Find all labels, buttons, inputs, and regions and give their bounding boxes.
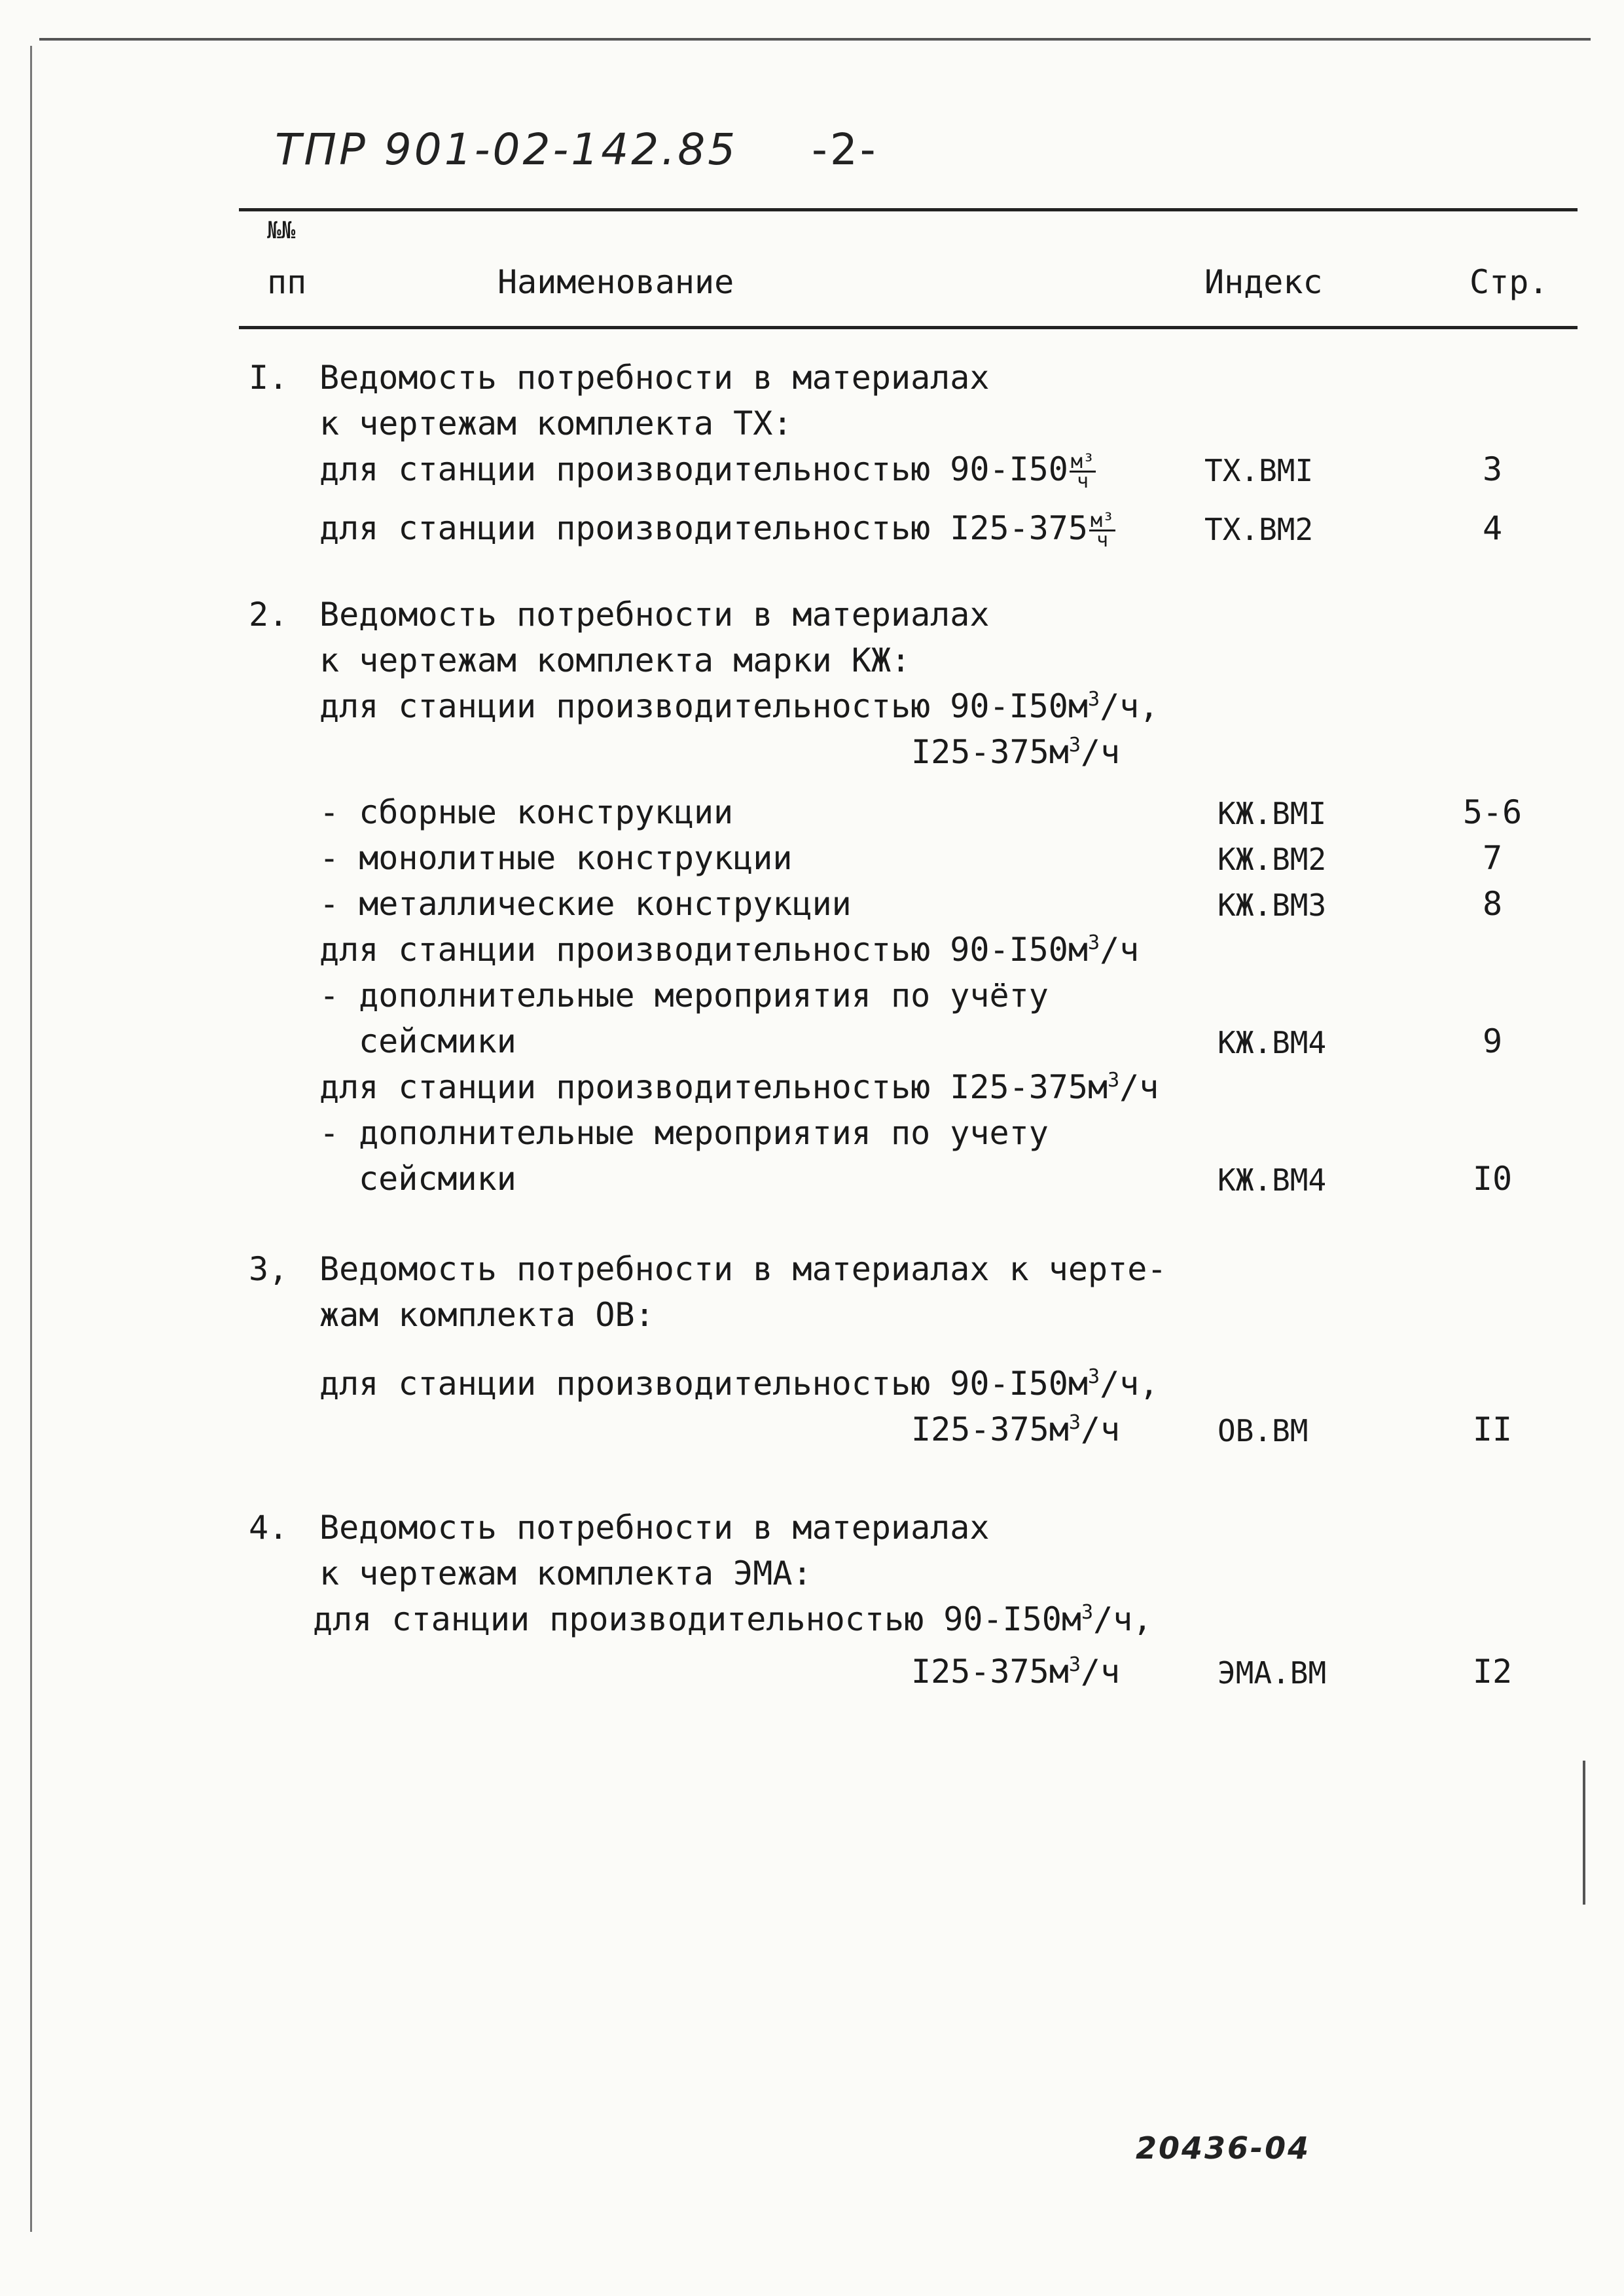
section-3-title-line3: для станции производительностью $90-I50м^3/ч$, — [319, 1365, 1159, 1403]
section-2-sub-1-item-line2: сейсмики — [359, 1022, 516, 1060]
section-2-item-1-page: 5-6 — [1462, 793, 1523, 831]
table-top-rule — [239, 208, 1578, 211]
section-1-number: I. — [249, 359, 289, 397]
section-4-title-line4: $I25-375м^3/ч$ — [911, 1653, 1121, 1691]
col-index-header: Индекс — [1204, 263, 1323, 301]
section-2-sub-2-page: I0 — [1472, 1160, 1513, 1198]
section-3-number: 3, — [249, 1250, 289, 1288]
section-3-title-line4: $I25-375м^3/ч$ — [911, 1410, 1121, 1448]
col-name-header: Наименование — [497, 263, 734, 301]
section-1-title-line1: Ведомость потребности в материалах — [319, 359, 990, 397]
top-border-line — [39, 38, 1591, 41]
section-2-sub-1-item-line1: - дополнительные мероприятия по учёту — [319, 977, 1049, 1014]
section-2-sub-2-index: КЖ.ВМ4 — [1218, 1162, 1327, 1198]
section-4-number: 4. — [249, 1509, 289, 1547]
col-page-header: Стр. — [1470, 263, 1549, 301]
page-number: -2- — [812, 124, 878, 175]
section-1-row-2-index: ТХ.ВМ2 — [1204, 512, 1314, 547]
unit-fraction: $\frac{\text{м³}}{ч}$ — [1091, 509, 1115, 552]
section-2-item-2-page: 7 — [1482, 839, 1503, 877]
section-4-index: ЭМА.ВМ — [1218, 1655, 1327, 1691]
section-3-index: ОВ.ВМ — [1218, 1413, 1308, 1448]
section-1-row-2-text: для станции производительностью I25-375 — [319, 509, 1088, 547]
document-code: ТПР 901-02-142.85 — [275, 124, 738, 175]
section-2-item-1-text: - сборные конструкции — [319, 793, 734, 831]
section-3-title-line2: жам комплекта ОВ: — [319, 1296, 655, 1334]
section-2-title-line1: Ведомость потребности в материалах — [319, 596, 990, 634]
unit-fraction: $\frac{\text{м³}}{ч}$ — [1070, 450, 1095, 493]
section-2-sub-1-index: КЖ.ВМ4 — [1218, 1025, 1327, 1060]
section-2-item-3-page: 8 — [1482, 885, 1503, 923]
section-2-sub-1-line: для станции производительностью $90-I50м^3/ч$ — [319, 931, 1140, 969]
section-1-row-1-text: для станции производительностью 90-I50 — [319, 450, 1068, 488]
section-1-title-line2: к чертежам комплекта ТХ: — [319, 404, 793, 442]
section-4-title-line2: к чертежам комплекта ЭМА: — [319, 1554, 812, 1592]
section-2-title-line3: для станции производительностью $90-I50м^3/ч$, — [319, 687, 1159, 725]
section-1-row-2-page: 4 — [1482, 509, 1503, 547]
section-2-item-1-index: КЖ.ВМI — [1218, 796, 1327, 831]
section-1-row-1-index: ТХ.ВМI — [1204, 453, 1314, 488]
section-2-item-3-text: - металлические конструкции — [319, 885, 852, 923]
col-number-top: №№ — [267, 217, 296, 244]
section-2-item-2-text: - монолитные конструкции — [319, 839, 793, 877]
section-1-row-1 — [319, 450, 1096, 493]
section-2-sub-1-page: 9 — [1482, 1022, 1503, 1060]
left-border-line — [30, 46, 32, 2232]
col-number-bottom: пп — [267, 263, 307, 301]
archive-stamp: 20436-04 — [1136, 2130, 1311, 2166]
section-1-row-2 — [319, 509, 1115, 552]
right-edge-mark — [1583, 1761, 1585, 1905]
table-header-rule — [239, 326, 1578, 329]
section-2-title-line4: $I25-375м^3/ч$ — [911, 733, 1121, 771]
section-3-page: II — [1472, 1410, 1513, 1448]
section-2-item-3-index: КЖ.ВМ3 — [1218, 888, 1327, 923]
section-3-title-line1: Ведомость потребности в материалах к черте- — [319, 1250, 1167, 1288]
section-1-row-1-page: 3 — [1482, 450, 1503, 488]
section-4-page: I2 — [1472, 1653, 1513, 1691]
section-2-number: 2. — [249, 596, 289, 634]
section-2-sub-2-line: для станции производительностью $I25-375м^3/ч$ — [319, 1068, 1159, 1106]
section-2-sub-2-item-line1: - дополнительные мероприятия по учету — [319, 1114, 1049, 1152]
section-4-title-line3: для станции производительностью $90-I50м^3/ч$, — [313, 1600, 1153, 1638]
section-2-item-2-index: КЖ.ВМ2 — [1218, 842, 1327, 877]
section-2-sub-2-item-line2: сейсмики — [359, 1160, 516, 1198]
section-2-title-line2: к чертежам комплекта марки КЖ: — [319, 641, 911, 679]
section-4-title-line1: Ведомость потребности в материалах — [319, 1509, 990, 1547]
